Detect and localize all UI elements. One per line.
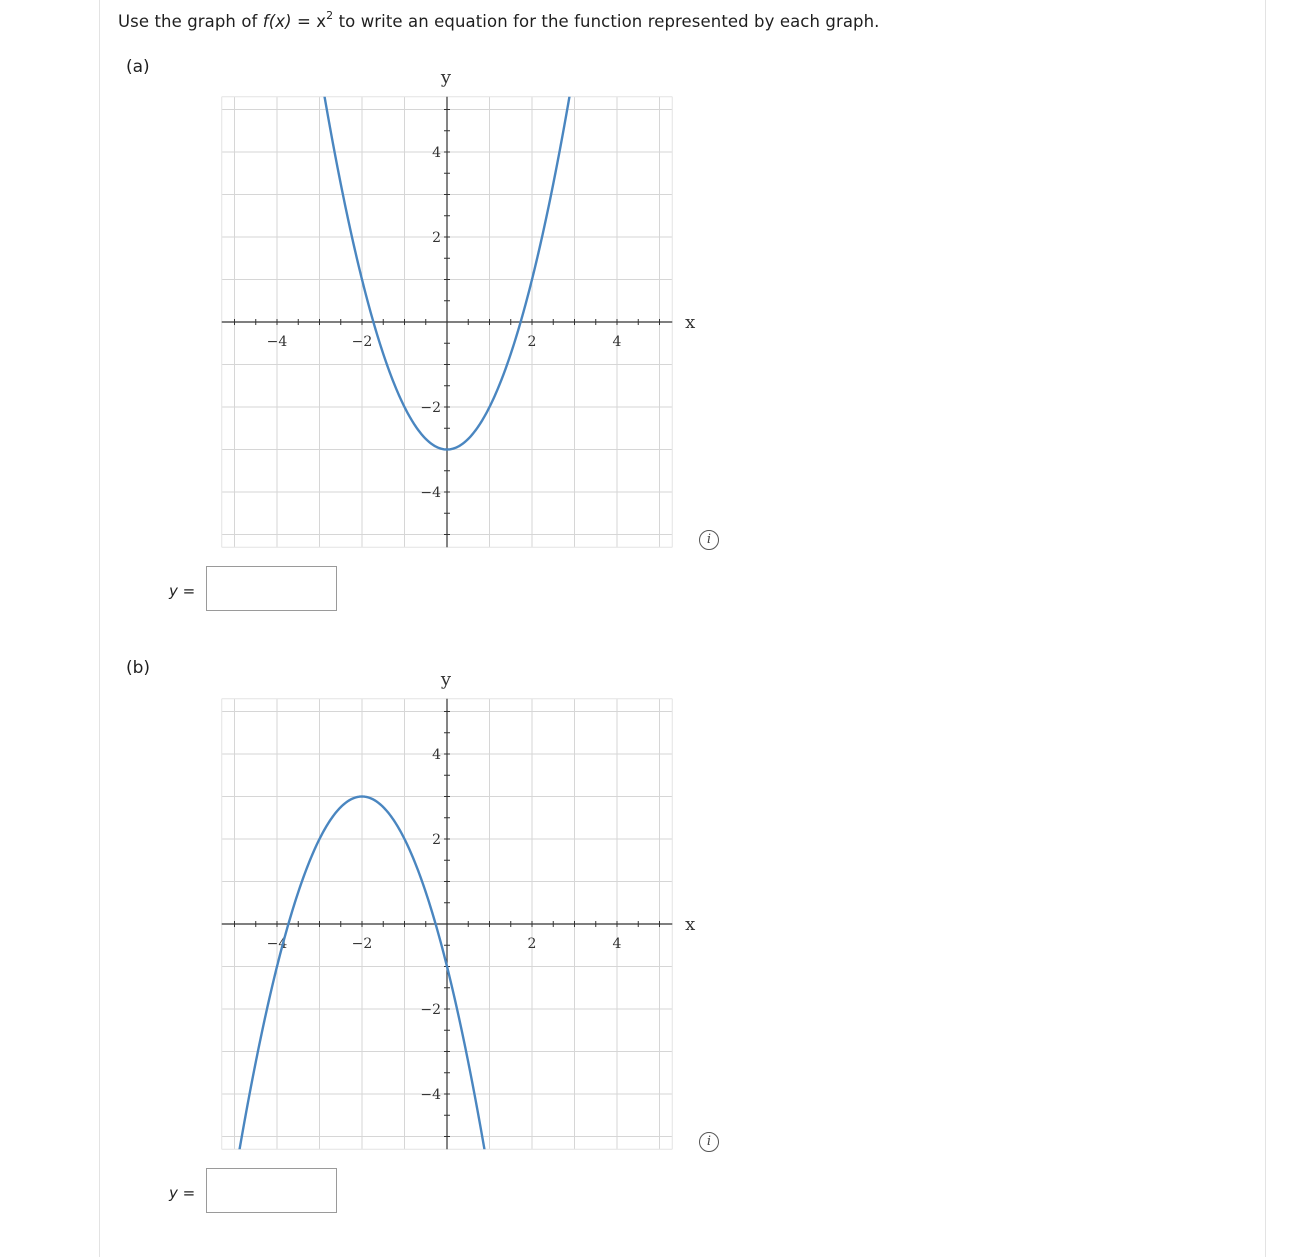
y-tick-label: 2 [432, 832, 441, 848]
x-tick-label: −2 [351, 334, 373, 350]
answer-b-input[interactable] [206, 1168, 337, 1213]
answer-a-input[interactable] [206, 566, 337, 611]
x-tick-label: 4 [612, 936, 622, 952]
graph-b-svg [210, 668, 696, 1162]
graph-a-svg [210, 66, 696, 560]
y-tick-label: −4 [420, 1087, 441, 1103]
y-tick-label: 2 [432, 230, 441, 246]
x-tick-label: −2 [351, 936, 373, 952]
x-tick-label: −4 [266, 936, 288, 952]
y-tick-label: 4 [432, 145, 441, 161]
question-text: Use the graph of $f(x) = x^2$ to write an equation for the function represented by each graph. [118, 9, 880, 31]
x-tick-label: 4 [612, 334, 622, 350]
part-a-label: (a) [126, 57, 150, 77]
x-tick-label: 2 [527, 334, 537, 350]
x-tick-label: −4 [266, 334, 288, 350]
y-tick-label: −2 [420, 1002, 441, 1018]
graph-b [210, 668, 696, 1162]
x-axis-label: x [685, 914, 696, 935]
y-axis-label: y [440, 668, 452, 690]
info-icon[interactable]: i [699, 530, 719, 550]
graph-a [210, 66, 696, 560]
answer-a-label: y = [169, 582, 196, 600]
x-axis-label: x [685, 312, 696, 333]
part-b-label: (b) [126, 658, 151, 678]
y-tick-label: −2 [420, 400, 441, 416]
y-tick-label: 4 [432, 747, 441, 763]
y-axis-label: y [440, 66, 452, 88]
answer-b-label: y = [169, 1184, 196, 1202]
y-tick-label: −4 [420, 485, 441, 501]
info-icon[interactable]: i [699, 1132, 719, 1152]
x-tick-label: 2 [527, 936, 537, 952]
